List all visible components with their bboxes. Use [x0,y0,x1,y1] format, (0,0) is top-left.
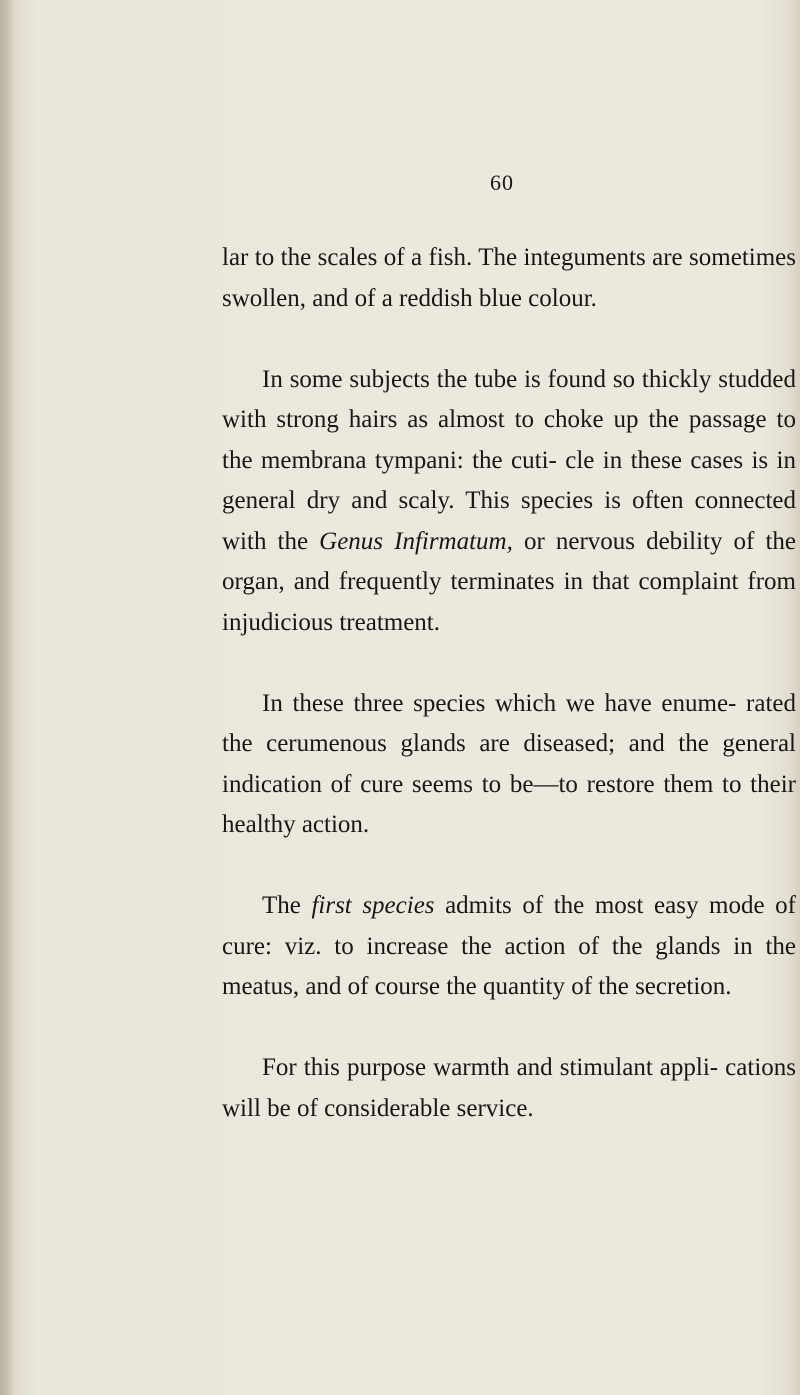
paragraph-text: The [262,892,312,919]
paragraph-gap [222,643,796,684]
paragraph-three-species: In these three species which we have enume- rated the cerumenous glands are diseased; and the general indication of cure seems to be—to restore them to their healthy action. [222,689,796,838]
paragraph-text: or nervous debility of the organ, and frequently terminates in that complaint from injudicious treatment. [222,527,796,636]
paragraph-first-species [222,886,796,1008]
italic-term: first species [311,892,435,919]
body-text [222,238,796,1129]
page-number: 60 [490,170,514,195]
paragraph-text: admits of the most easy mode of cure: viz. to increase the action of the glands in the meatus, and of course the quantity of the secretion. [222,892,796,1000]
paragraph-gap [222,319,796,360]
paragraph-continued: lar to the scales of a fish. The integuments are sometimes swollen, and of a reddish blue colour. [222,244,796,312]
paragraph-text: In some subjects the tube is found so thickly studded with strong hairs as almost to choke up the passage to the membrana tympani: the cuti- cle in these cases is in general dry and scaly. This species is often connected with the [222,365,796,555]
paragraph-gap [222,1008,796,1049]
paragraph-thick-hairs [222,360,796,644]
paragraph-warmth: For this purpose warmth and stimulant appli- cations will be of considerable service. [222,1054,796,1122]
italic-term: Genus Infirmatum, [319,527,513,555]
paragraph-gap [222,846,796,887]
page-gutter-shadow [0,0,14,1395]
